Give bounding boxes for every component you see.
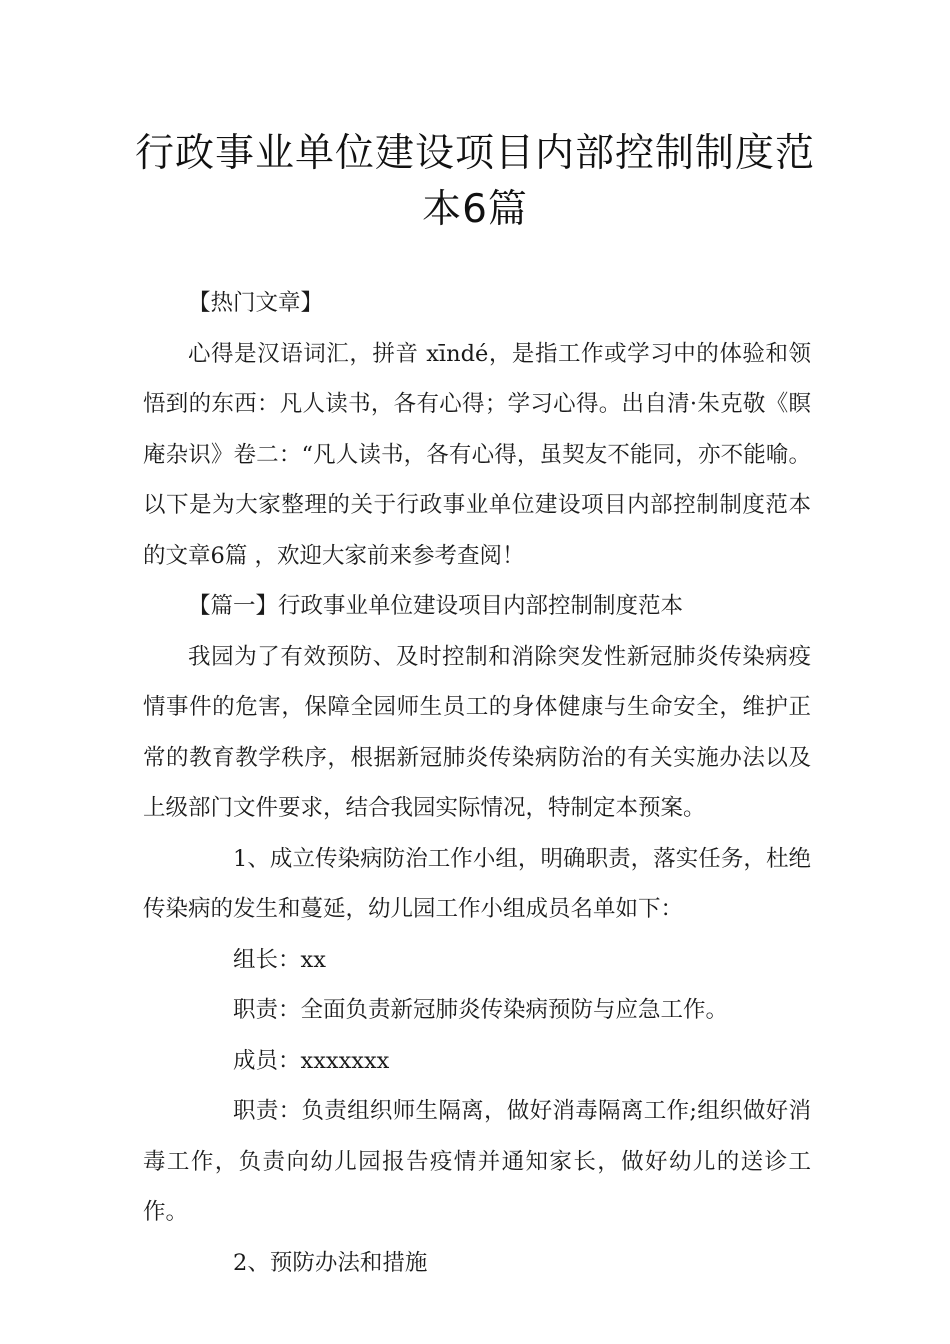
- members-line: 成员：xxxxxxx: [233, 1047, 390, 1074]
- title-line-2: 本6篇: [422, 187, 528, 232]
- intro-paragraph: 心得是汉语词汇，拼音 xīndé，是指工作或学习中的体验和领悟到的东西：凡人读书，各有心得；学习心得。出自清·朱克敬《瞑庵杂识》卷二：“凡人读书，各有心得，虽契友不能同，亦不能喻。 以下是为大家整理的关于行政事业单位建设项目内部控制制度范本的文章6篇 ，欢迎大家前来参考查阅！: [143, 340, 811, 569]
- title-line-1: 行政事业单位建设项目内部控制制度范: [134, 131, 815, 176]
- document-body: [143, 278, 811, 1288]
- item-1-paragraph: 1、成立传染病防治工作小组，明确职责，落实任务，杜绝传染病的发生和蔓延，幼儿园工作小组成员名单如下：: [143, 845, 811, 922]
- members-duty-paragraph: 职责：负责组织师生隔离，做好消毒隔离工作;组织做好消毒工作，负责向幼儿园报告疫情并通知家长，做好幼儿的送诊工作。: [143, 1098, 811, 1225]
- preamble-paragraph: 我园为了有效预防、及时控制和消除突发性新冠肺炎传染病疫情事件的危害，保障全园师生员工的身体健康与生命安全，维护正常的教育教学秩序，根据新冠肺炎传染病防治的有关实施办法以及上级部门文件要求，结合我园实际情况，特制定本预案。: [143, 643, 811, 821]
- hot-articles-label: 【热门文章】: [188, 290, 324, 316]
- leader-duty-line: 职责：全面负责新冠肺炎传染病预防与应急工作。: [233, 997, 729, 1023]
- item-2-heading: 2、预防办法和措施: [233, 1249, 428, 1276]
- section-heading: 【篇一】行政事业单位建设项目内部控制制度范本: [188, 593, 684, 619]
- leader-line: 组长：xx: [233, 946, 326, 973]
- document-title: [100, 126, 850, 238]
